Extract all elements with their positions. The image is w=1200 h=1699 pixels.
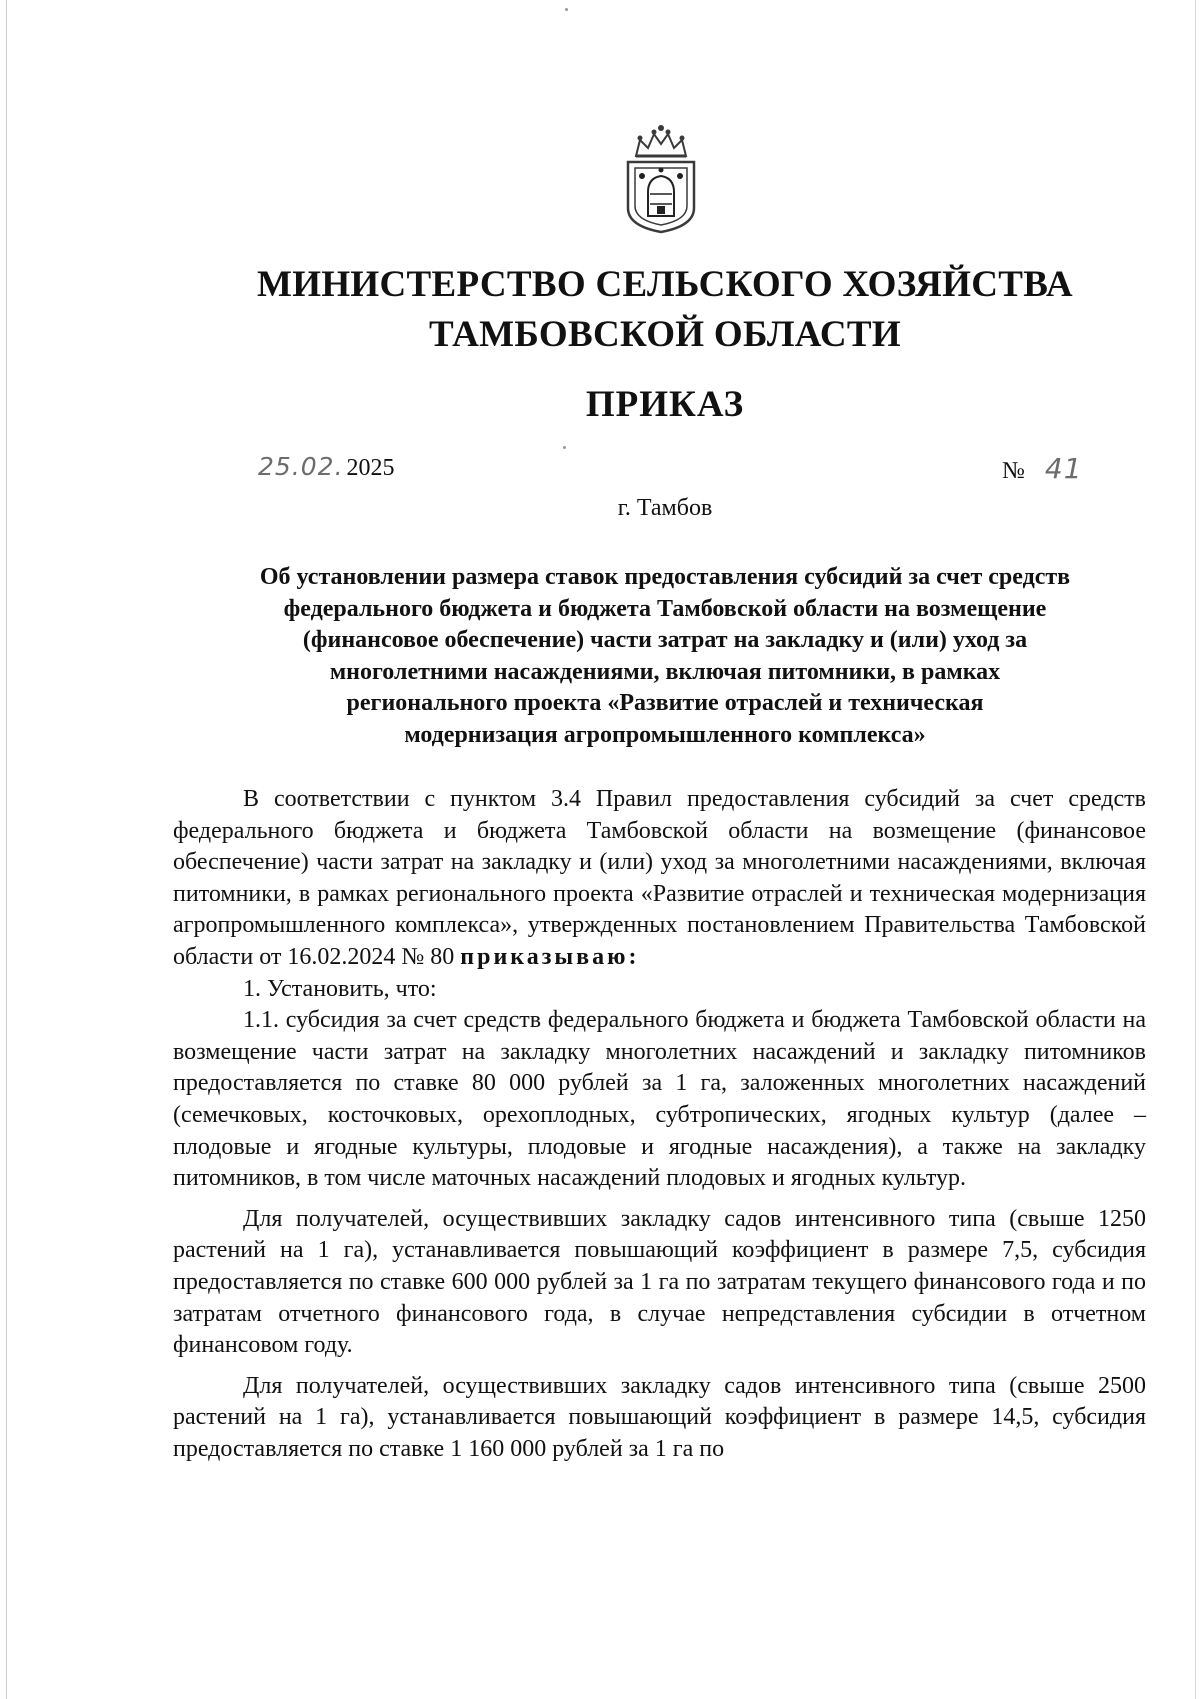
scan-edge-left <box>6 0 7 1699</box>
subject-line: федерального бюджета и бюджета Тамбовской области на возмещение <box>283 595 1047 622</box>
date-handwritten: 25.02. <box>258 452 344 481</box>
subject-line: Об установлении размера ставок предоставления субсидий за счет средств <box>259 564 1071 590</box>
scan-edge-right <box>1195 0 1196 1699</box>
order-word: приказываю: <box>460 943 640 970</box>
preamble-text: В соответствии с пунктом 3.4 Правил предоставления субсидий за счет средств федерального бюджета и бюджета Тамбовской области на возмещение (финансовое обеспечение) части затрат на закладку и (или) уход за многолетними насаждениями, включая питомники, в рамках регионального проекта «Развитие отраслей и техническая модернизация агропромышленного комплекса», утвержденных постановлением Правительства Тамбовской области от 16.02.2024 № 80 <box>173 786 1146 970</box>
number-handwritten: 41 <box>1044 452 1083 485</box>
item-1: 1. Установить, что: <box>243 975 437 1002</box>
subject-line: модернизация агропромышленного комплекса» <box>404 721 926 748</box>
scan-speck <box>563 446 566 449</box>
item-1-1: 1.1. субсидия за счет средств федерального бюджета и бюджета Тамбовской области на возмещение части затрат на закладку многолетних насаждений и закладку питомников предоставляется по ставке 80 000 рублей за 1 га, заложенных многолетних насаждений (семечковых, косточковых, орехоплодных, субтропических, ягодных культур (далее – плодовые и ягодные культуры, плодовые и ягодные насаждения), а также на закладку питомников, в том числе маточных насаждений плодовых и ягодных культур. <box>173 1007 1146 1192</box>
subject-line: (финансовое обеспечение) части затрат на закладку и (или) уход за <box>302 627 1028 653</box>
document-number <box>1002 452 1086 485</box>
paragraph-1250-plants: Для получателей, осуществивших закладку садов интенсивного типа (свыше 1250 растений на 1 га), устанавливается повышающий коэффициент в размере 7,5, субсидия предоставляется по ставке 600 000 рублей за 1 га по затратам текущего финансового года и по затратам отчетного финансового года, в случае непредставления субсидии в отчетном финансовом году. <box>173 1205 1146 1359</box>
preamble-paragraph <box>173 784 1146 974</box>
document-subject <box>160 562 1170 751</box>
tambov-coat-of-arms-icon <box>622 122 700 234</box>
document-body <box>173 784 1146 1465</box>
ministry-heading <box>0 260 1200 360</box>
subject-line: многолетними насаждениями, включая питомники, в рамках <box>329 658 1001 685</box>
ministry-line-1: МИНИСТЕРСТВО СЕЛЬСКОГО ХОЗЯЙСТВА <box>257 264 1073 305</box>
number-sign: № <box>1002 458 1025 484</box>
city: г. Тамбов <box>617 495 713 521</box>
date-year: 2025 <box>346 455 395 481</box>
document-date <box>258 452 395 482</box>
ministry-line-2: ТАМБОВСКОЙ ОБЛАСТИ <box>429 314 901 355</box>
subject-line: регионального проекта «Развитие отраслей и техническая <box>346 690 984 716</box>
scan-speck <box>565 8 568 11</box>
document-type: ПРИКАЗ <box>585 384 745 425</box>
paragraph-2500-plants: Для получателей, осуществивших закладку садов интенсивного типа (свыше 2500 растений на 1 га), устанавливается повышающий коэффициент в размере 14,5, субсидия предоставляется по ставке 1 160 000 рублей за 1 га по <box>173 1372 1146 1462</box>
